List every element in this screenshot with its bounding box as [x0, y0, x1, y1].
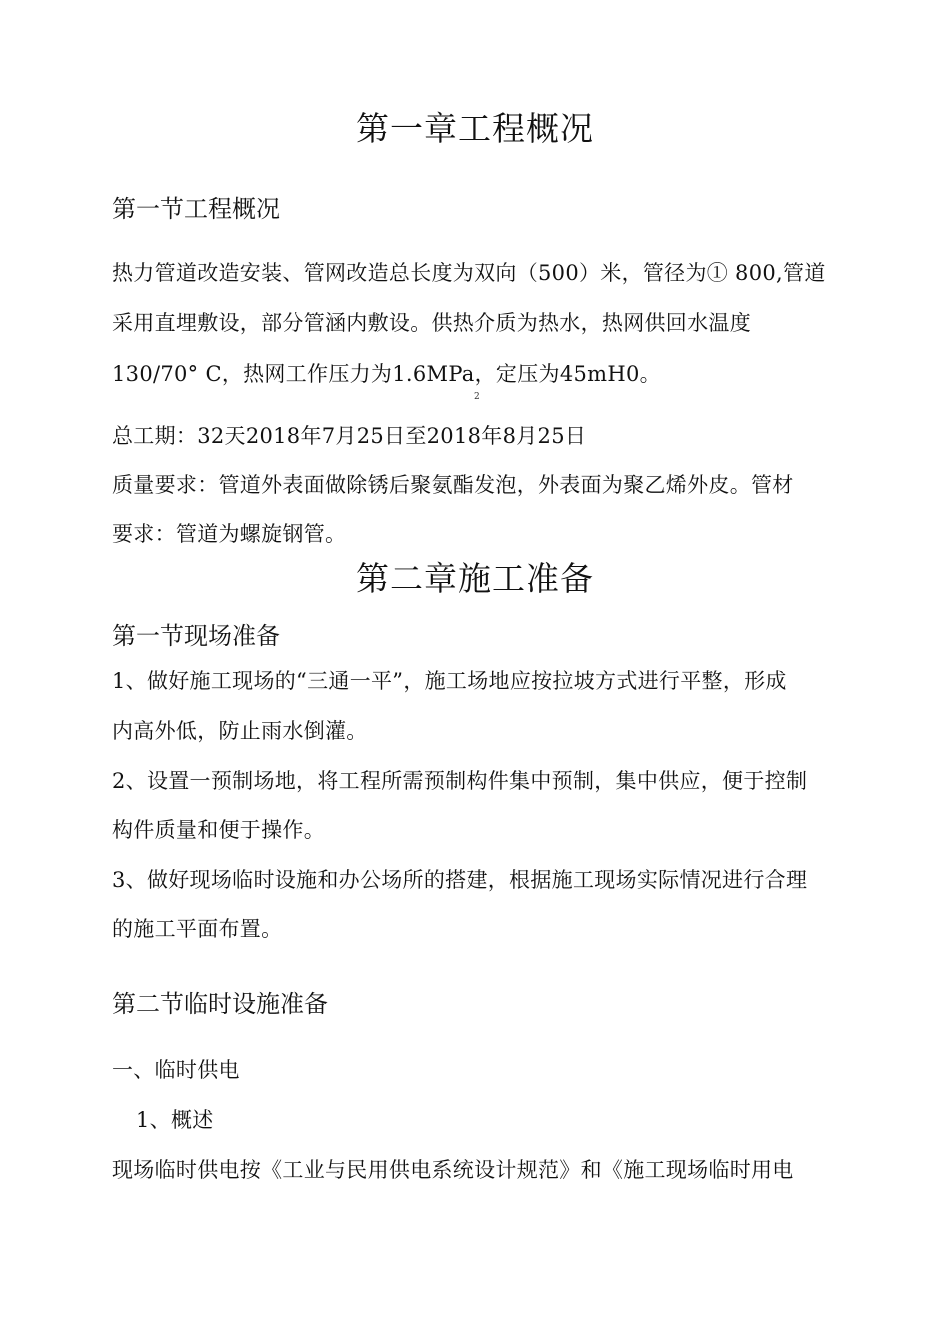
power-paragraph-line: 现场临时供电按《工业与民用供电系统设计规范》和《施工现场临时用电: [112, 1158, 794, 1182]
item-3-line-2: 的施工平面布置。: [112, 917, 283, 941]
chapter-1-title: 第一章工程概况: [356, 109, 594, 148]
overview-paragraph-line-1: 热力管道改造安装、管网改造总长度为双向（500）米，管径为① 800,管道: [112, 261, 826, 285]
item-1-line-1: 1、做好施工现场的“三通一平”，施工场地应按拉坡方式进行平整，形成: [112, 669, 787, 693]
item-2-line-2: 构件质量和便于操作。: [112, 818, 325, 842]
subheading-overview: 1、概述: [136, 1108, 214, 1132]
subscript-mark: 2: [474, 392, 480, 402]
item-1-line-2: 内高外低，防止雨水倒灌。: [112, 719, 368, 743]
item-2-line-1: 2、设置一预制场地，将工程所需预制构件集中预制，集中供应，便于控制: [112, 769, 808, 793]
overview-paragraph-line-3: 130/70° C，热网工作压力为1.6MPa，定压为45mH0。: [112, 362, 661, 386]
section-2-1-title: 第一节现场准备: [112, 622, 280, 650]
quality-line-2: 要求：管道为螺旋钢管。: [112, 522, 347, 546]
overview-paragraph-line-2: 采用直埋敷设，部分管涵内敷设。供热介质为热水，热网供回水温度: [112, 311, 751, 335]
section-1-1-title: 第一节工程概况: [112, 195, 280, 223]
quality-line-1: 质量要求：管道外表面做除锈后聚氨酯发泡，外表面为聚乙烯外皮。管材: [112, 473, 794, 497]
duration-line: 总工期：32天2018年7月25日至2018年8月25日: [112, 424, 587, 448]
section-2-2-title: 第二节临时设施准备: [112, 990, 328, 1018]
item-3-line-1: 3、做好现场临时设施和办公场所的搭建，根据施工现场实际情况进行合理: [112, 868, 808, 892]
chapter-2-title: 第二章施工准备: [356, 559, 594, 598]
subheading-temporary-power: 一、临时供电: [112, 1058, 240, 1082]
